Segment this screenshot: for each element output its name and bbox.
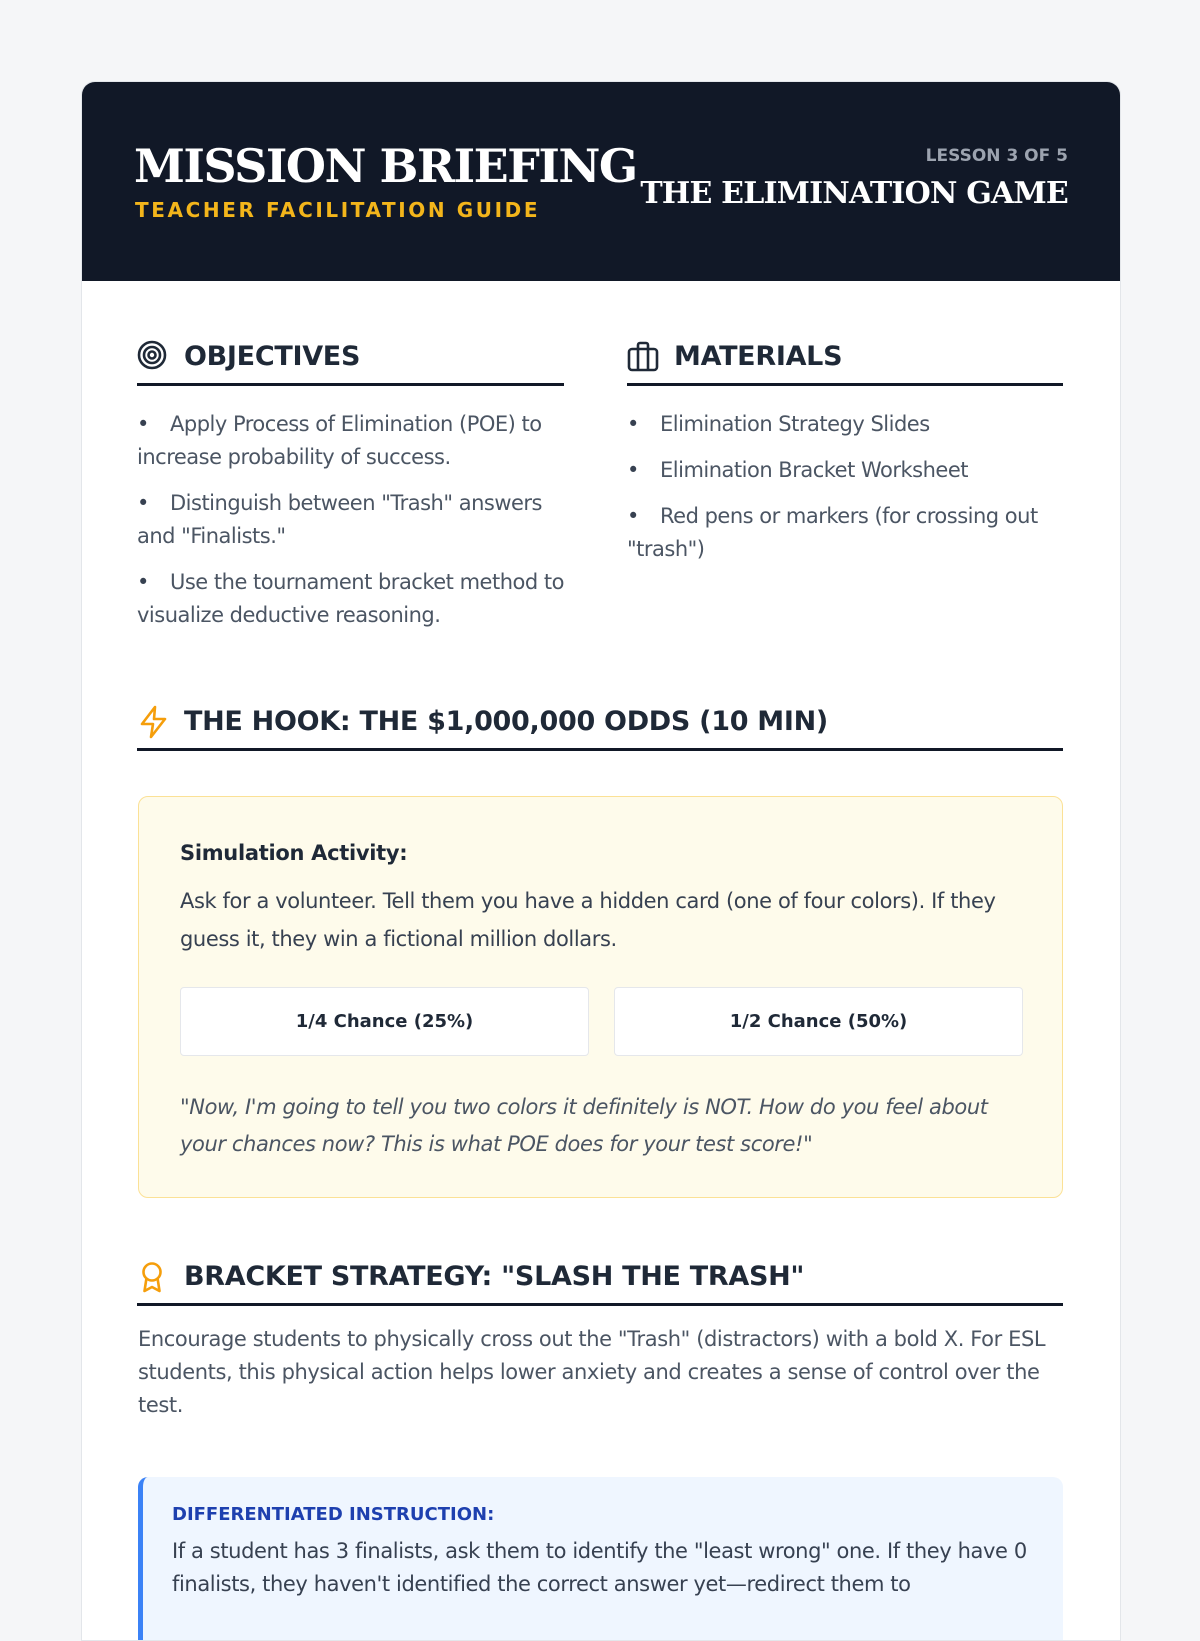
bracket-label: BRACKET STRATEGY: "SLASH THE TRASH"	[184, 1261, 805, 1292]
list-item: • Apply Process of Elimination (POE) to increase probability of success.	[137, 412, 542, 469]
materials-heading	[627, 335, 1063, 386]
chance-after-card: 1/2 Chance (50%)	[614, 987, 1023, 1056]
lesson-number: LESSON 3 OF 5	[925, 146, 1068, 166]
hook-label: THE HOOK: THE $1,000,000 ODDS (10 MIN)	[184, 706, 828, 737]
briefing-page	[81, 81, 1121, 1641]
bracket-heading	[137, 1255, 1063, 1306]
differentiated-text: If a student has 3 finalists, ask them to identify the "least wrong" one. If they have 0 finalists, they haven't identified the correct answer yet—redirect them to	[172, 1539, 1027, 1596]
differentiated-label: DIFFERENTIATED INSTRUCTION:	[172, 1504, 495, 1525]
activity-text: Ask for a volunteer. Tell them you have a hidden card (one of four colors). If they guess it, they win a fictional million dollars.	[180, 889, 996, 951]
page-subtitle: TEACHER FACILITATION GUIDE	[135, 198, 541, 222]
list-item: • Distinguish between "Trash" answers and "Finalists."	[137, 491, 542, 548]
materials-label: MATERIALS	[674, 341, 843, 372]
list-item: • Use the tournament bracket method to visualize deductive reasoning.	[137, 570, 564, 627]
list-item: • Red pens or markers (for crossing out "trash")	[627, 504, 1038, 561]
objectives-label: OBJECTIVES	[184, 341, 361, 372]
bracket-text: Encourage students to physically cross out the "Trash" (distractors) with a bold X. For ESL students, this physical action helps lower anxiety and creates a sense of control over the test.	[138, 1327, 1046, 1417]
target-icon	[137, 340, 171, 374]
header	[82, 82, 1120, 281]
award-icon	[137, 1260, 171, 1294]
materials-list	[627, 408, 1067, 579]
page-title: MISSION BRIEFING	[134, 139, 637, 193]
differentiated-callout	[138, 1477, 1063, 1641]
hook-heading	[137, 700, 1063, 751]
facilitator-quote: "Now, I'm going to tell you two colors it definitely is NOT. How do you feel about your chances now? This is what POE does for your test score!"	[180, 1095, 988, 1156]
activity-label: Simulation Activity:	[180, 841, 408, 865]
chance-before-card: 1/4 Chance (25%)	[180, 987, 589, 1056]
simulation-callout	[138, 796, 1063, 1198]
lesson-title: THE ELIMINATION GAME	[640, 176, 1068, 211]
lightning-icon	[137, 705, 171, 739]
list-item: • Elimination Strategy Slides	[627, 412, 930, 436]
briefcase-icon	[627, 340, 661, 374]
objectives-heading	[137, 335, 564, 386]
objectives-list	[137, 408, 577, 645]
list-item: • Elimination Bracket Worksheet	[627, 458, 969, 482]
